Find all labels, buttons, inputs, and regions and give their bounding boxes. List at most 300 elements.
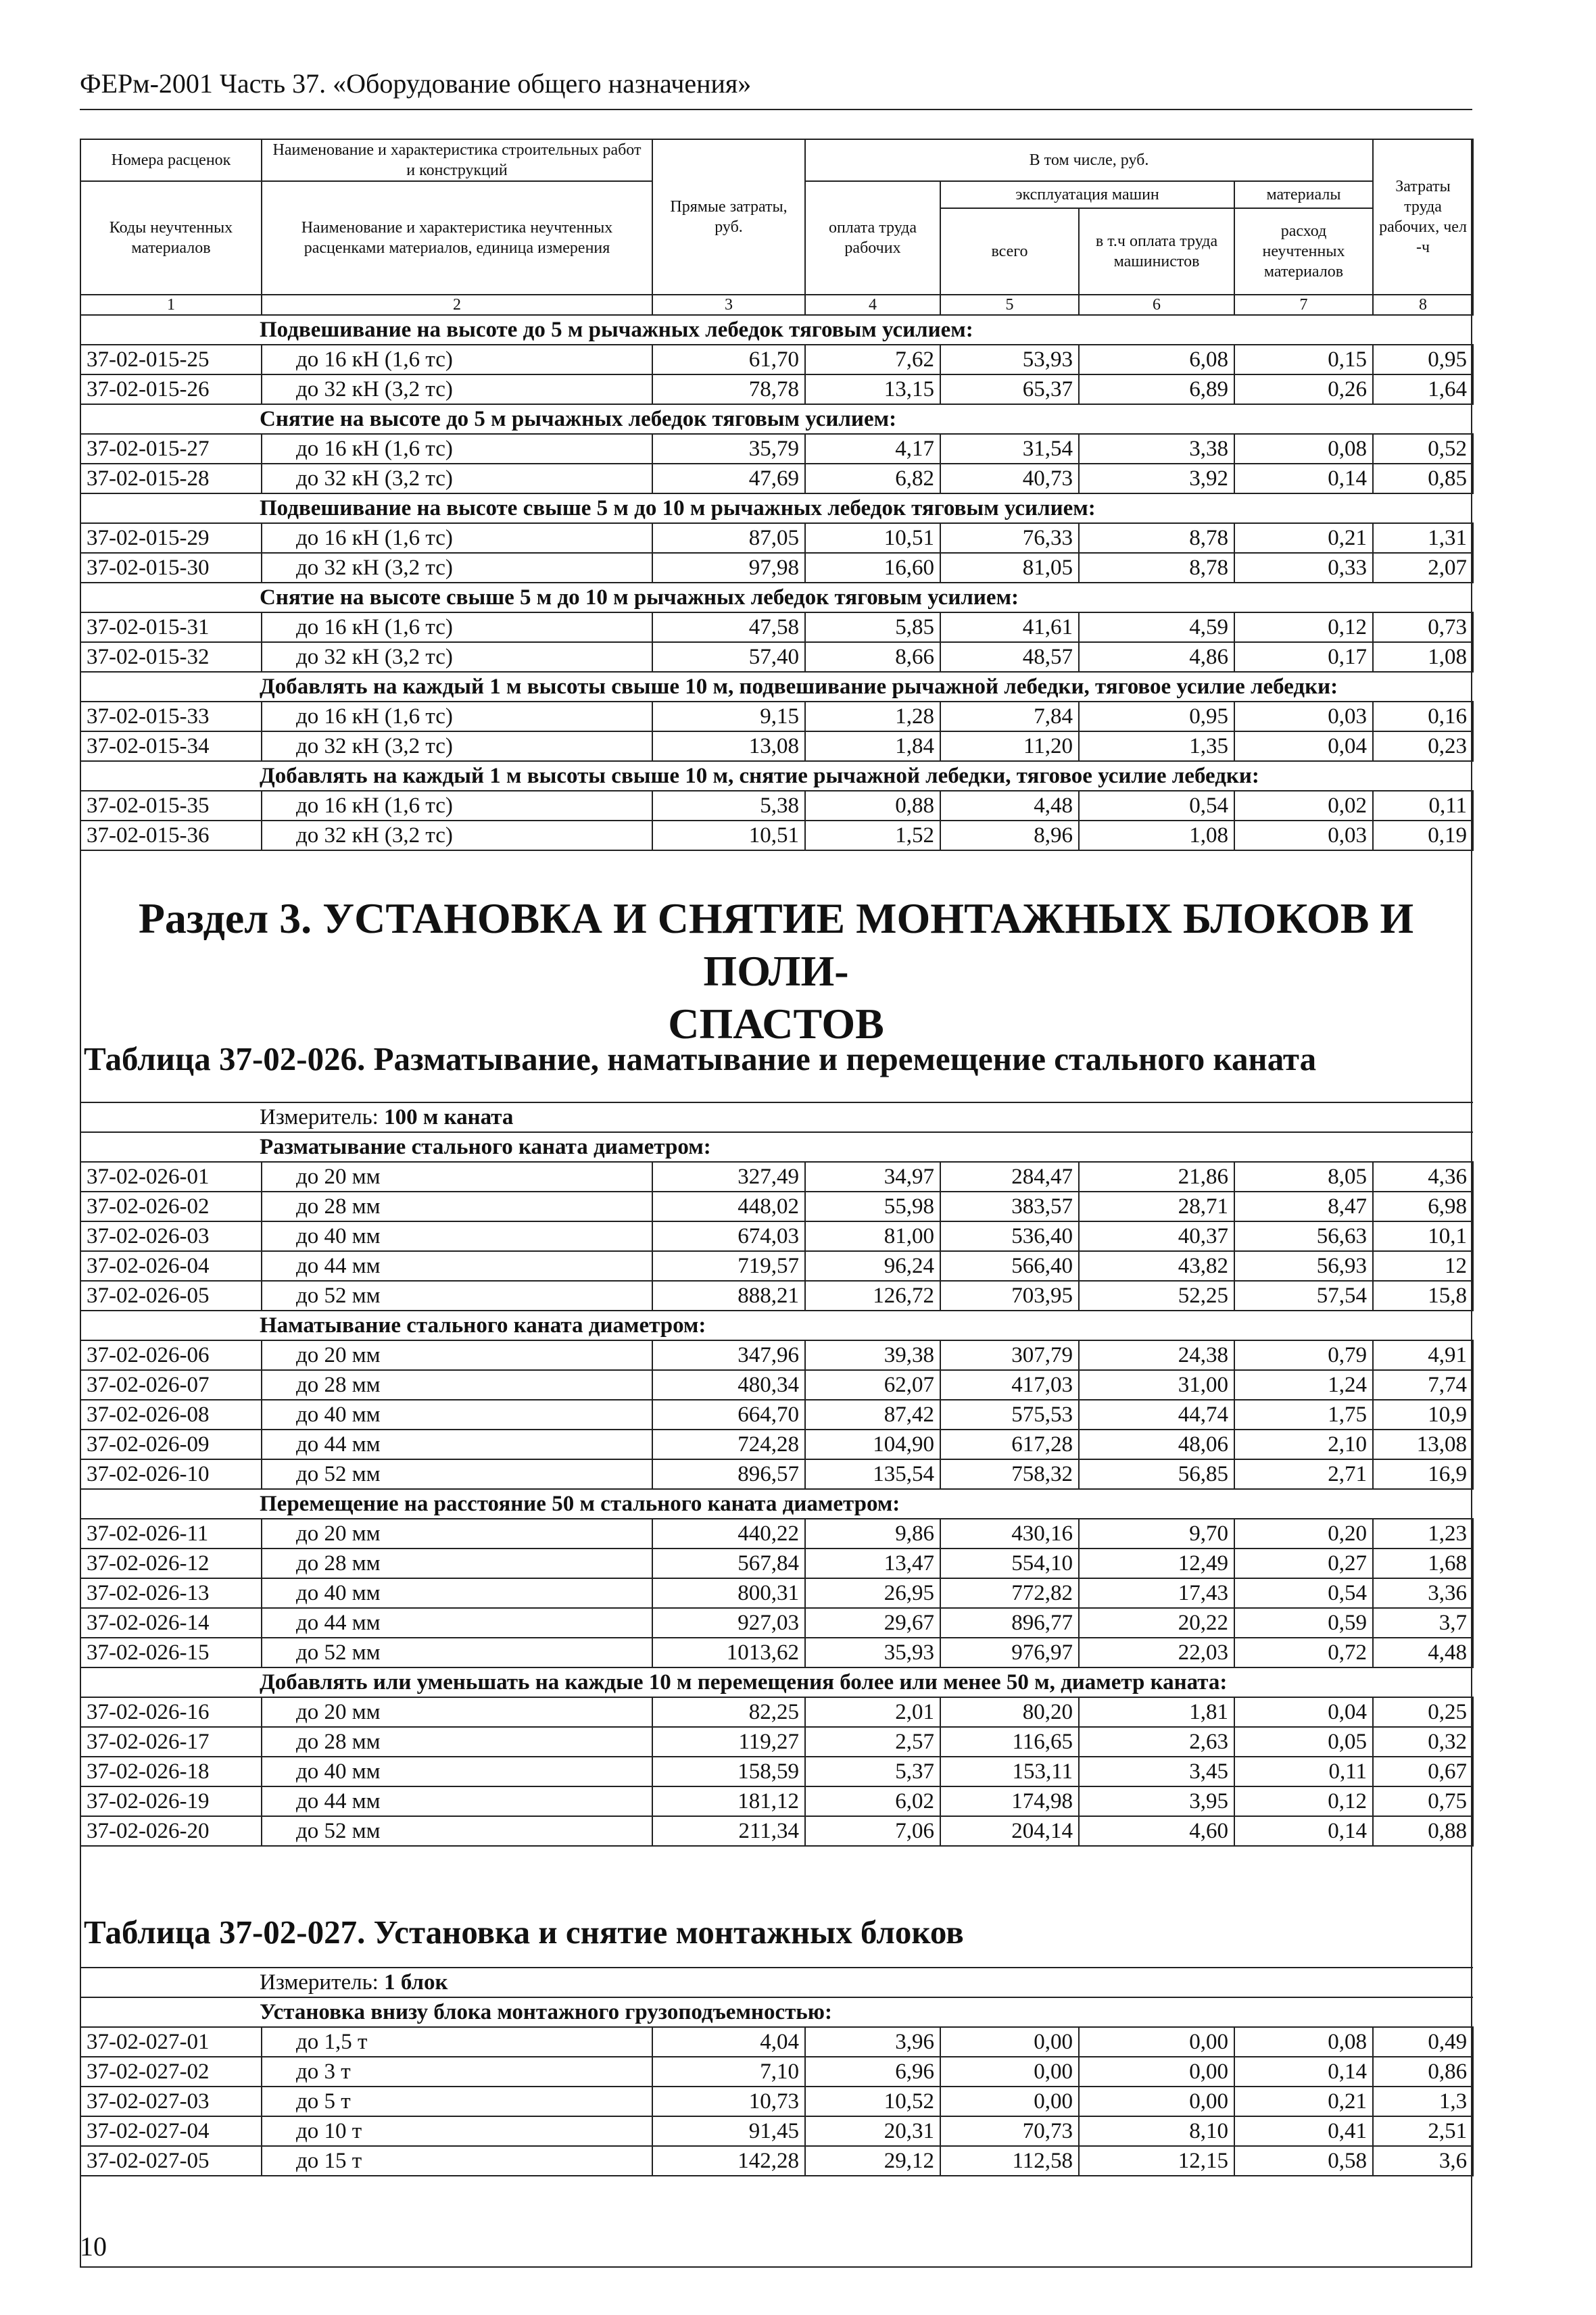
table-row: [80, 2116, 1473, 2146]
operators-pay: 21,86: [1079, 1162, 1234, 1192]
worker-pay: 39,38: [805, 1340, 940, 1370]
machines-total: 174,98: [940, 1786, 1079, 1816]
table-row: [80, 1400, 1473, 1430]
work-name: до 16 кН (1,6 тс): [262, 791, 652, 821]
rate-code: 37-02-027-02: [80, 2057, 262, 2087]
operators-pay: 12,15: [1079, 2146, 1234, 2176]
worker-pay: 2,01: [805, 1697, 940, 1727]
table-row: [80, 1370, 1473, 1400]
group-title: Разматывание стального каната диаметром:: [80, 1132, 1473, 1162]
machines-total: 575,53: [940, 1400, 1079, 1430]
group-title: Наматывание стального каната диаметром:: [80, 1311, 1473, 1340]
worker-pay: 2,57: [805, 1727, 940, 1757]
table-row: [80, 1340, 1473, 1370]
materials-consumption: 57,54: [1234, 1281, 1373, 1311]
table-row: [80, 1459, 1473, 1489]
work-name: до 1,5 т: [262, 2027, 652, 2057]
machines-total: 703,95: [940, 1281, 1079, 1311]
direct-costs: 480,34: [652, 1370, 805, 1400]
machines-total: 430,16: [940, 1519, 1079, 1549]
machines-total: 7,84: [940, 702, 1079, 731]
col-materials-name-header: Наименование и характеристика неучтенных расценками материалов, единица измерения: [262, 181, 652, 295]
rate-code: 37-02-027-01: [80, 2027, 262, 2057]
operators-pay: 0,00: [1079, 2027, 1234, 2057]
worker-pay: 1,28: [805, 702, 940, 731]
labor-costs: 0,75: [1373, 1786, 1473, 1816]
worker-pay: 104,90: [805, 1430, 940, 1459]
materials-consumption: 0,12: [1234, 1786, 1373, 1816]
rate-code: 37-02-027-05: [80, 2146, 262, 2176]
col-materials-header: материалы: [1234, 181, 1373, 208]
table-row: [80, 2146, 1473, 2176]
operators-pay: 1,08: [1079, 821, 1234, 850]
labor-costs: 1,31: [1373, 523, 1473, 553]
materials-consumption: 0,20: [1234, 1519, 1373, 1549]
labor-costs: 3,7: [1373, 1608, 1473, 1638]
operators-pay: 52,25: [1079, 1281, 1234, 1311]
rate-code: 37-02-026-08: [80, 1400, 262, 1430]
work-name: до 44 мм: [262, 1608, 652, 1638]
operators-pay: 22,03: [1079, 1638, 1234, 1667]
direct-costs: 927,03: [652, 1608, 805, 1638]
rate-code: 37-02-026-01: [80, 1162, 262, 1192]
materials-consumption: 8,05: [1234, 1162, 1373, 1192]
labor-costs: 0,23: [1373, 731, 1473, 761]
work-name: до 10 т: [262, 2116, 652, 2146]
machines-total: 383,57: [940, 1192, 1079, 1221]
work-name: до 3 т: [262, 2057, 652, 2087]
labor-costs: 0,19: [1373, 821, 1473, 850]
direct-costs: 9,15: [652, 702, 805, 731]
labor-costs: 0,25: [1373, 1697, 1473, 1727]
group-title: Снятие на высоте до 5 м рычажных лебедок тяговым усилием:: [80, 404, 1473, 434]
direct-costs: 5,38: [652, 791, 805, 821]
direct-costs: 211,34: [652, 1816, 805, 1846]
labor-costs: 0,32: [1373, 1727, 1473, 1757]
work-name: до 52 мм: [262, 1638, 652, 1667]
machines-total: 0,00: [940, 2057, 1079, 2087]
work-name: до 52 мм: [262, 1281, 652, 1311]
operators-pay: 2,63: [1079, 1727, 1234, 1757]
worker-pay: 3,96: [805, 2027, 940, 2057]
col-materials-code-header: Коды неучтенных материалов: [80, 181, 262, 295]
table-row: [80, 464, 1473, 493]
operators-pay: 28,71: [1079, 1192, 1234, 1221]
table-027-meter: Измеритель: 1 блок: [80, 1968, 1473, 1997]
worker-pay: 96,24: [805, 1251, 940, 1281]
table-row: [80, 1608, 1473, 1638]
machines-total: 4,48: [940, 791, 1079, 821]
materials-consumption: 0,12: [1234, 612, 1373, 642]
rate-code: 37-02-026-16: [80, 1697, 262, 1727]
direct-costs: 327,49: [652, 1162, 805, 1192]
worker-pay: 13,47: [805, 1549, 940, 1578]
operators-pay: 56,85: [1079, 1459, 1234, 1489]
labor-costs: 10,1: [1373, 1221, 1473, 1251]
machines-total: 417,03: [940, 1370, 1079, 1400]
rate-code: 37-02-026-18: [80, 1757, 262, 1786]
table-row: [80, 1519, 1473, 1549]
operators-pay: 4,59: [1079, 612, 1234, 642]
labor-costs: 0,11: [1373, 791, 1473, 821]
table-row: [80, 1162, 1473, 1192]
group-title: Установка внизу блока монтажного грузоподъемностью:: [80, 1997, 1473, 2027]
direct-costs: 10,73: [652, 2087, 805, 2116]
rate-code: 37-02-015-25: [80, 345, 262, 374]
work-name: до 28 мм: [262, 1192, 652, 1221]
rate-code: 37-02-026-11: [80, 1519, 262, 1549]
machines-total: 76,33: [940, 523, 1079, 553]
table-row: [80, 1727, 1473, 1757]
materials-consumption: 0,54: [1234, 1578, 1373, 1608]
machines-total: 116,65: [940, 1727, 1079, 1757]
table-row: [80, 1192, 1473, 1221]
worker-pay: 35,93: [805, 1638, 940, 1667]
operators-pay: 48,06: [1079, 1430, 1234, 1459]
machines-total: 41,61: [940, 612, 1079, 642]
table-row: [80, 612, 1473, 642]
table-row: [80, 1549, 1473, 1578]
direct-costs: 97,98: [652, 553, 805, 583]
direct-costs: 87,05: [652, 523, 805, 553]
rate-code: 37-02-015-26: [80, 374, 262, 404]
operators-pay: 20,22: [1079, 1608, 1234, 1638]
materials-consumption: 0,41: [1234, 2116, 1373, 2146]
labor-costs: 1,68: [1373, 1549, 1473, 1578]
table-row: [80, 791, 1473, 821]
direct-costs: 47,58: [652, 612, 805, 642]
table-row: [80, 1816, 1473, 1846]
operators-pay: 0,54: [1079, 791, 1234, 821]
direct-costs: 61,70: [652, 345, 805, 374]
materials-consumption: 0,08: [1234, 434, 1373, 464]
materials-consumption: 0,03: [1234, 821, 1373, 850]
group-title: Снятие на высоте свыше 5 м до 10 м рычажных лебедок тяговым усилием:: [80, 583, 1473, 612]
work-name: до 20 мм: [262, 1340, 652, 1370]
rate-code: 37-02-026-15: [80, 1638, 262, 1667]
table-row: [80, 1430, 1473, 1459]
worker-pay: 6,96: [805, 2057, 940, 2087]
work-name: до 20 мм: [262, 1697, 652, 1727]
labor-costs: 6,98: [1373, 1192, 1473, 1221]
operators-pay: 3,38: [1079, 434, 1234, 464]
worker-pay: 7,06: [805, 1816, 940, 1846]
work-name: до 52 мм: [262, 1459, 652, 1489]
group-title: Подвешивание на высоте свыше 5 м до 10 м рычажных лебедок тяговым усилием:: [80, 493, 1473, 523]
materials-consumption: 0,15: [1234, 345, 1373, 374]
labor-costs: 0,95: [1373, 345, 1473, 374]
direct-costs: 1013,62: [652, 1638, 805, 1667]
worker-pay: 26,95: [805, 1578, 940, 1608]
worker-pay: 5,37: [805, 1757, 940, 1786]
worker-pay: 9,86: [805, 1519, 940, 1549]
page-header: ФЕРм-2001 Часть 37. «Оборудование общего назначения»: [80, 68, 1472, 110]
machines-total: 8,96: [940, 821, 1079, 850]
worker-pay: 13,15: [805, 374, 940, 404]
group-title: Перемещение на расстояние 50 м стального каната диаметром:: [80, 1489, 1473, 1519]
work-name: до 32 кН (3,2 тс): [262, 464, 652, 493]
machines-total: 617,28: [940, 1430, 1079, 1459]
operators-pay: 44,74: [1079, 1400, 1234, 1430]
labor-costs: 1,3: [1373, 2087, 1473, 2116]
operators-pay: 24,38: [1079, 1340, 1234, 1370]
table-row: [80, 821, 1473, 850]
labor-costs: 2,07: [1373, 553, 1473, 583]
materials-consumption: 0,11: [1234, 1757, 1373, 1786]
machines-total: 772,82: [940, 1578, 1079, 1608]
rate-code: 37-02-026-19: [80, 1786, 262, 1816]
column-number: 7: [1234, 295, 1373, 315]
work-name: до 16 кН (1,6 тс): [262, 702, 652, 731]
group-title: Добавлять на каждый 1 м высоты свыше 10 м, подвешивание рычажной лебедки, тяговое усилие лебедки:: [80, 672, 1473, 702]
work-name: до 16 кН (1,6 тс): [262, 434, 652, 464]
rate-code: 37-02-015-34: [80, 731, 262, 761]
operators-pay: 31,00: [1079, 1370, 1234, 1400]
rate-code: 37-02-015-33: [80, 702, 262, 731]
table-row: [80, 1638, 1473, 1667]
machines-total: 48,57: [940, 642, 1079, 672]
section-title-line-1: Раздел 3. УСТАНОВКА И СНЯТИЕ МОНТАЖНЫХ БЛОКОВ И ПОЛИ-: [138, 894, 1414, 995]
work-name: до 52 мм: [262, 1816, 652, 1846]
work-name: до 32 кН (3,2 тс): [262, 374, 652, 404]
worker-pay: 81,00: [805, 1221, 940, 1251]
direct-costs: 896,57: [652, 1459, 805, 1489]
work-name: до 16 кН (1,6 тс): [262, 345, 652, 374]
work-name: до 40 мм: [262, 1221, 652, 1251]
labor-costs: 0,67: [1373, 1757, 1473, 1786]
materials-consumption: 0,14: [1234, 1816, 1373, 1846]
direct-costs: 57,40: [652, 642, 805, 672]
col-including-header: В том числе, руб.: [805, 139, 1373, 181]
labor-costs: 0,73: [1373, 612, 1473, 642]
worker-pay: 55,98: [805, 1192, 940, 1221]
materials-consumption: 0,26: [1234, 374, 1373, 404]
operators-pay: 4,60: [1079, 1816, 1234, 1846]
machines-total: 976,97: [940, 1638, 1079, 1667]
operators-pay: 8,78: [1079, 523, 1234, 553]
operators-pay: 12,49: [1079, 1549, 1234, 1578]
machines-total: 80,20: [940, 1697, 1079, 1727]
work-name: до 20 мм: [262, 1162, 652, 1192]
materials-consumption: 0,27: [1234, 1549, 1373, 1578]
machines-total: 307,79: [940, 1340, 1079, 1370]
table-row: [80, 642, 1473, 672]
section-title-line-2: СПАСТОВ: [668, 1000, 884, 1048]
work-name: до 20 мм: [262, 1519, 652, 1549]
table-row: [80, 731, 1473, 761]
rate-code: 37-02-015-36: [80, 821, 262, 850]
table-row: [80, 374, 1473, 404]
materials-consumption: 0,14: [1234, 464, 1373, 493]
section-title: [80, 892, 1472, 1050]
materials-consumption: 0,17: [1234, 642, 1373, 672]
machines-total: 11,20: [940, 731, 1079, 761]
materials-consumption: 0,02: [1234, 791, 1373, 821]
materials-consumption: 0,14: [1234, 2057, 1373, 2087]
rate-code: 37-02-027-03: [80, 2087, 262, 2116]
materials-consumption: 0,79: [1234, 1340, 1373, 1370]
rate-code: 37-02-027-04: [80, 2116, 262, 2146]
group-title: Добавлять или уменьшать на каждые 10 м перемещения более или менее 50 м, диаметр каната:: [80, 1667, 1473, 1697]
materials-consumption: 0,04: [1234, 731, 1373, 761]
machines-total: 31,54: [940, 434, 1079, 464]
labor-costs: 10,9: [1373, 1400, 1473, 1430]
worker-pay: 8,66: [805, 642, 940, 672]
worker-pay: 135,54: [805, 1459, 940, 1489]
direct-costs: 181,12: [652, 1786, 805, 1816]
rate-code: 37-02-026-02: [80, 1192, 262, 1221]
table-row: [80, 2027, 1473, 2057]
direct-costs: 440,22: [652, 1519, 805, 1549]
labor-costs: 4,91: [1373, 1340, 1473, 1370]
column-number: 3: [652, 295, 805, 315]
worker-pay: 87,42: [805, 1400, 940, 1430]
table-027-title: Таблица 37-02-027. Установка и снятие монтажных блоков: [84, 1914, 964, 1951]
machines-total: 40,73: [940, 464, 1079, 493]
materials-consumption: 0,21: [1234, 2087, 1373, 2116]
col-machines-header: эксплуатация машин: [940, 181, 1234, 208]
worker-pay: 10,51: [805, 523, 940, 553]
machines-total: 554,10: [940, 1549, 1079, 1578]
rate-code: 37-02-015-27: [80, 434, 262, 464]
worker-pay: 29,67: [805, 1608, 940, 1638]
table-row: [80, 523, 1473, 553]
worker-pay: 1,84: [805, 731, 940, 761]
rate-code: 37-02-026-09: [80, 1430, 262, 1459]
table-row: [80, 1786, 1473, 1816]
worker-pay: 0,88: [805, 791, 940, 821]
machines-total: 284,47: [940, 1162, 1079, 1192]
rate-code: 37-02-026-03: [80, 1221, 262, 1251]
col-materials-consumption-header: расход неучтенных материалов: [1234, 208, 1373, 295]
col-labor-costs-header: Затраты труда рабочих, чел -ч: [1373, 139, 1473, 295]
worker-pay: 62,07: [805, 1370, 940, 1400]
column-number: 8: [1373, 295, 1473, 315]
rate-code: 37-02-026-06: [80, 1340, 262, 1370]
labor-costs: 0,49: [1373, 2027, 1473, 2057]
labor-costs: 1,23: [1373, 1519, 1473, 1549]
group-title: Подвешивание на высоте до 5 м рычажных лебедок тяговым усилием:: [80, 315, 1473, 345]
operators-pay: 3,92: [1079, 464, 1234, 493]
work-name: до 44 мм: [262, 1430, 652, 1459]
worker-pay: 20,31: [805, 2116, 940, 2146]
table-row: [80, 2087, 1473, 2116]
work-name: до 44 мм: [262, 1786, 652, 1816]
machines-total: 70,73: [940, 2116, 1079, 2146]
direct-costs: 347,96: [652, 1340, 805, 1370]
page-number: 10: [80, 2231, 107, 2262]
labor-costs: 7,74: [1373, 1370, 1473, 1400]
materials-consumption: 2,10: [1234, 1430, 1373, 1459]
work-name: до 28 мм: [262, 1370, 652, 1400]
rate-code: 37-02-015-32: [80, 642, 262, 672]
direct-costs: 91,45: [652, 2116, 805, 2146]
operators-pay: 3,45: [1079, 1757, 1234, 1786]
machines-total: 896,77: [940, 1608, 1079, 1638]
rate-code: 37-02-015-29: [80, 523, 262, 553]
table-row: [80, 345, 1473, 374]
column-number: 6: [1079, 295, 1234, 315]
materials-consumption: 0,21: [1234, 523, 1373, 553]
work-name: до 32 кН (3,2 тс): [262, 821, 652, 850]
labor-costs: 0,16: [1373, 702, 1473, 731]
work-name: до 5 т: [262, 2087, 652, 2116]
labor-costs: 0,85: [1373, 464, 1473, 493]
direct-costs: 724,28: [652, 1430, 805, 1459]
worker-pay: 1,52: [805, 821, 940, 850]
direct-costs: 158,59: [652, 1757, 805, 1786]
materials-consumption: 2,71: [1234, 1459, 1373, 1489]
column-number: 1: [80, 295, 262, 315]
table-row: [80, 1221, 1473, 1251]
worker-pay: 5,85: [805, 612, 940, 642]
operators-pay: 40,37: [1079, 1221, 1234, 1251]
materials-consumption: 0,05: [1234, 1727, 1373, 1757]
operators-pay: 6,08: [1079, 345, 1234, 374]
column-number: 4: [805, 295, 940, 315]
materials-consumption: 0,33: [1234, 553, 1373, 583]
materials-consumption: 56,93: [1234, 1251, 1373, 1281]
materials-consumption: 0,04: [1234, 1697, 1373, 1727]
col-worker-pay-header: оплата труда рабочих: [805, 181, 940, 295]
direct-costs: 719,57: [652, 1251, 805, 1281]
table-row: [80, 434, 1473, 464]
direct-costs: 78,78: [652, 374, 805, 404]
direct-costs: 664,70: [652, 1400, 805, 1430]
labor-costs: 2,51: [1373, 2116, 1473, 2146]
work-name: до 40 мм: [262, 1578, 652, 1608]
labor-costs: 0,86: [1373, 2057, 1473, 2087]
direct-costs: 800,31: [652, 1578, 805, 1608]
work-name: до 32 кН (3,2 тс): [262, 731, 652, 761]
direct-costs: 888,21: [652, 1281, 805, 1311]
direct-costs: 448,02: [652, 1192, 805, 1221]
operators-pay: 0,00: [1079, 2087, 1234, 2116]
work-name: до 28 мм: [262, 1549, 652, 1578]
materials-consumption: 1,75: [1234, 1400, 1373, 1430]
rate-code: 37-02-026-14: [80, 1608, 262, 1638]
worker-pay: 6,02: [805, 1786, 940, 1816]
labor-costs: 16,9: [1373, 1459, 1473, 1489]
operators-pay: 4,86: [1079, 642, 1234, 672]
labor-costs: 0,52: [1373, 434, 1473, 464]
machines-total: 81,05: [940, 553, 1079, 583]
col-machines-total-header: всего: [940, 208, 1079, 295]
labor-costs: 12: [1373, 1251, 1473, 1281]
operators-pay: 43,82: [1079, 1251, 1234, 1281]
table-row: [80, 1578, 1473, 1608]
labor-costs: 4,48: [1373, 1638, 1473, 1667]
table-row: [80, 1281, 1473, 1311]
rate-code: 37-02-015-28: [80, 464, 262, 493]
labor-costs: 1,64: [1373, 374, 1473, 404]
rate-code: 37-02-026-10: [80, 1459, 262, 1489]
labor-costs: 3,36: [1373, 1578, 1473, 1608]
rate-code: 37-02-026-17: [80, 1727, 262, 1757]
direct-costs: 13,08: [652, 731, 805, 761]
operators-pay: 9,70: [1079, 1519, 1234, 1549]
labor-costs: 1,08: [1373, 642, 1473, 672]
direct-costs: 119,27: [652, 1727, 805, 1757]
worker-pay: 29,12: [805, 2146, 940, 2176]
direct-costs: 567,84: [652, 1549, 805, 1578]
machines-total: 758,32: [940, 1459, 1079, 1489]
worker-pay: 34,97: [805, 1162, 940, 1192]
machines-total: 566,40: [940, 1251, 1079, 1281]
column-number: 2: [262, 295, 652, 315]
materials-consumption: 0,72: [1234, 1638, 1373, 1667]
operators-pay: 0,95: [1079, 702, 1234, 731]
